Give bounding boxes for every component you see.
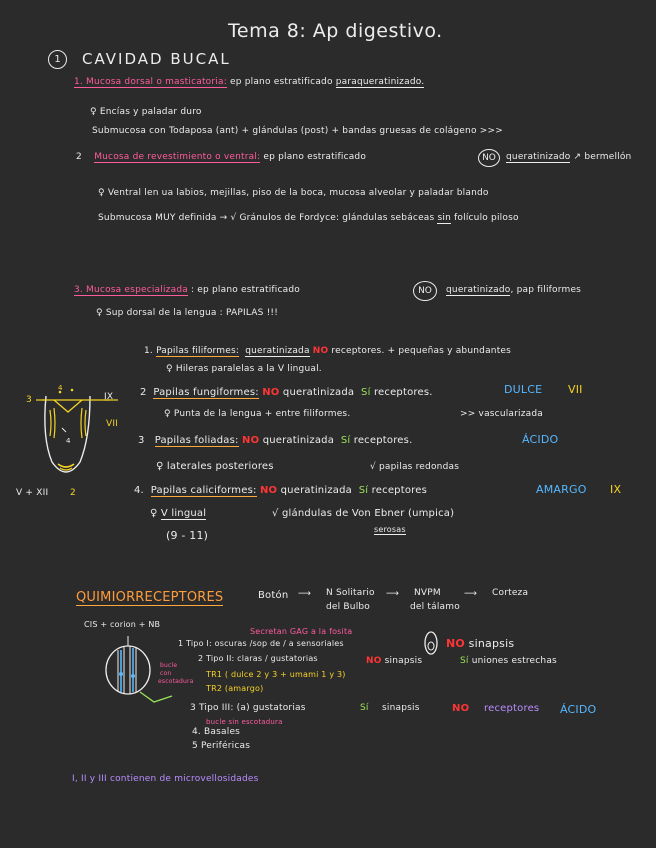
item2-rest-a: ep plano estratificado xyxy=(263,152,367,162)
item2-no: NO xyxy=(482,153,496,163)
papila-3-sub2-text: papilas redondas xyxy=(379,462,460,472)
bucle: bucle xyxy=(160,662,178,669)
item1-line1 xyxy=(90,107,202,117)
section-heading: CAVIDAD BUCAL xyxy=(82,50,231,68)
pin-icon: ♀ xyxy=(156,461,164,472)
papila-4-num: 4. xyxy=(134,485,144,496)
no-circle xyxy=(478,149,500,167)
papila-3-a: queratinizada xyxy=(262,435,335,446)
pin-icon: ♀ xyxy=(166,364,173,374)
papila-4-sub-text: V lingual xyxy=(160,508,207,519)
papila-3-name: Papilas foliadas: xyxy=(154,435,239,446)
si-union: Sí xyxy=(460,656,469,666)
tipo3-si: Sí xyxy=(360,703,369,713)
sinapsis2: sinapsis xyxy=(384,656,423,666)
section2-heading-row xyxy=(76,590,223,605)
item2-tail xyxy=(506,152,631,162)
item2-line2d: folículo piloso xyxy=(454,213,519,223)
item3-tail xyxy=(446,285,581,295)
flow-corteza: Corteza xyxy=(492,588,529,598)
papila-1-sub-text: Hileras paralelas a la V lingual. xyxy=(175,364,322,374)
item3-row xyxy=(74,285,300,295)
cell-1: 1 Tipo I: oscuras /sop de / a sensoriales xyxy=(178,639,344,648)
papila-1 xyxy=(144,346,511,356)
pin-icon: ♀ xyxy=(98,188,105,198)
tr2: TR2 (amargo) xyxy=(206,684,264,693)
papila-4-count: (9 - 11) xyxy=(166,529,209,542)
taste-bud-diagram-icon xyxy=(96,636,176,706)
papila-4-sub xyxy=(150,508,206,519)
item2-num: 2 xyxy=(76,152,82,162)
item3-line1-text: Sup dorsal de la lengua : PAPILAS !!! xyxy=(105,308,279,318)
item2-row xyxy=(76,152,366,162)
page-title: Tema 8: Ap digestivo. xyxy=(228,20,443,42)
tongue-label-bottom-num: 2 xyxy=(70,488,76,498)
check-icon: √ xyxy=(272,508,279,519)
papila-2-no: NO xyxy=(262,387,280,398)
papila-2-nerve: VII xyxy=(568,383,583,396)
papila-4-si: Sí xyxy=(358,485,369,496)
check-icon: √ xyxy=(230,213,237,223)
item2-line2 xyxy=(98,213,519,223)
union: uniones estrechas xyxy=(471,656,557,666)
tongue-label-bottom-left: V + XII xyxy=(16,488,49,498)
item2-line2c: sin xyxy=(437,213,451,223)
arrow-icon: ↗ xyxy=(573,152,582,162)
flow-nvpm: NVPM xyxy=(414,588,441,598)
tongue-diagram-icon xyxy=(14,378,134,498)
pin-icon: ♀ xyxy=(150,508,158,519)
papila-3-si: Sí xyxy=(340,435,351,446)
tongue-label-left-top: 3 xyxy=(26,395,32,405)
trs: TR1 ( dulce 2 y 3 + umami 1 y 3) xyxy=(206,670,346,679)
flow-del-talamo: del tálamo xyxy=(410,602,460,612)
papila-2-name: Papilas fungiformes: xyxy=(153,387,259,398)
item1-label: 1. Mucosa dorsal o masticatoria: xyxy=(74,77,227,87)
item2-rest-c: bermellón xyxy=(584,152,632,162)
item1-rest-b: paraqueratinizado. xyxy=(335,77,425,87)
footer-note: I, II y III contienen de microvellosidades xyxy=(72,774,259,784)
papila-4-no: NO xyxy=(259,485,278,496)
check-icon: √ xyxy=(370,462,376,472)
tipo4: 4. Basales xyxy=(192,727,241,737)
no-sinapsis-row xyxy=(446,637,514,650)
flow-arrow-icon: ⟶ xyxy=(298,589,312,599)
papila-3-sub2 xyxy=(370,462,459,472)
papila-2-num: 2 xyxy=(140,387,147,398)
papila-3-taste: ÁCIDO xyxy=(522,433,559,446)
papila-1-sub xyxy=(166,364,322,374)
item1-row xyxy=(74,77,424,87)
con: con xyxy=(160,670,172,677)
item2-line1 xyxy=(98,188,489,198)
papila-1-b: receptores xyxy=(331,346,382,356)
tongue-label-small-top: 4 xyxy=(58,384,63,392)
papila-3-num: 3 xyxy=(138,435,145,446)
flow-n-solitario: N Solitario xyxy=(326,588,375,598)
papila-2-si: Sí xyxy=(361,387,371,398)
item2-line1-text: Ventral len ua labios, mejillas, piso de la boca, mucosa alveolar y paladar blando xyxy=(107,188,489,198)
si-union-row xyxy=(460,656,557,666)
tipo5: 5 Periféricas xyxy=(192,741,251,751)
section-number: 1 xyxy=(54,54,61,65)
papila-4-a: queratinizada xyxy=(280,485,352,496)
flow-arrow-icon: ⟶ xyxy=(464,589,478,599)
papila-1-name: Papilas filiformes: xyxy=(156,346,240,356)
cell-2: 2 Tipo II: claras / gustatorias xyxy=(198,654,318,663)
item1-rest-a: ep plano estratificado xyxy=(230,77,333,87)
sinapsis-word: sinapsis xyxy=(468,637,515,650)
papila-3-sub-text: laterales posteriores xyxy=(166,461,274,472)
papila-1-a: queratinizada xyxy=(245,346,310,356)
papila-3-sub xyxy=(156,461,274,472)
no2: NO xyxy=(366,656,382,666)
tipo3-note: bucle sin escotadura xyxy=(206,718,283,726)
papila-4-taste: AMARGO xyxy=(536,483,587,496)
arrow-icon: → xyxy=(219,213,228,223)
item3-rest-a: : ep plano estratificado xyxy=(191,285,300,295)
item2-rest-b: queratinizado xyxy=(506,152,571,162)
papila-1-no: NO xyxy=(312,346,329,356)
pin-icon: ♀ xyxy=(90,107,97,117)
papila-2-taste: DULCE xyxy=(504,383,543,396)
tipo3: 3 Tipo III: (a) gustatorias xyxy=(190,703,306,713)
tongue-label-right-top: IX xyxy=(104,392,114,402)
section2-heading: QUIMIORRECEPTORES xyxy=(76,590,224,605)
item1-line1-text: Encías y paladar duro xyxy=(99,107,202,117)
item3-line1 xyxy=(96,308,278,318)
papila-1-c: . + pequeñas y abundantes xyxy=(381,346,512,356)
item3-label: 3. Mucosa especializada xyxy=(74,285,188,295)
papila-3-b: receptores. xyxy=(353,435,413,446)
papila-3-no: NO xyxy=(242,435,260,446)
item2-line2-text: Submucosa MUY definida xyxy=(98,213,217,223)
escotadura: escotadura xyxy=(158,678,194,685)
item3-rest-c: , pap filiformes xyxy=(510,285,582,295)
flow-arrow-icon: ⟶ xyxy=(386,589,400,599)
tipo3-rec: receptores xyxy=(484,703,540,714)
flow-botón: Botón xyxy=(258,590,289,601)
item2-line2b: Gránulos de Fordyce: glándulas sebáceas xyxy=(239,213,435,223)
papila-2-sub xyxy=(164,409,350,419)
papila-2-a: queratinizada xyxy=(282,387,355,398)
tipo3-sin: sinapsis xyxy=(382,703,420,713)
papila-4-sub2 xyxy=(272,508,454,519)
papila-2-sub2: >> vascularizada xyxy=(460,409,544,419)
tipo3-taste: ÁCIDO xyxy=(560,703,597,716)
pink-note: Secretan GAG a la fosita xyxy=(250,627,353,636)
papila-2 xyxy=(140,387,433,398)
papila-4-nerve: IX xyxy=(610,483,622,496)
item3-no: NO xyxy=(418,286,432,296)
papila-4-sub3: serosas xyxy=(374,525,406,534)
pin-icon: ♀ xyxy=(96,308,103,318)
item1-line2: Submucosa con Todaposa (ant) + glándulas (post) + bandas gruesas de colágeno >>> xyxy=(92,126,503,136)
papila-1-num: 1. xyxy=(144,346,153,356)
origin: CIS + corion + NB xyxy=(84,620,161,629)
papila-4-b: receptores xyxy=(371,485,428,496)
tipo3-no: NO xyxy=(452,703,470,714)
section-number-circle xyxy=(48,50,67,69)
item2-label: Mucosa de revestimiento o ventral: xyxy=(94,152,261,162)
papila-3 xyxy=(138,435,412,446)
no-sinapsis2-row xyxy=(366,656,422,666)
papila-2-b: receptores. xyxy=(373,387,433,398)
tongue-label-right-mid: VII xyxy=(106,419,119,429)
no-circle xyxy=(413,281,437,301)
item3-rest-b: queratinizado xyxy=(446,285,511,295)
no-sinapsis: NO xyxy=(446,637,465,650)
papila-4-sub2-text: glándulas de Von Ebner (umpica) xyxy=(281,508,455,519)
tongue-label-center: 4 xyxy=(66,437,71,445)
papila-4 xyxy=(134,485,427,496)
flow-del-bulbo: del Bulbo xyxy=(326,602,371,612)
papila-2-sub-text: Punta de la lengua + entre filiformes. xyxy=(173,409,351,419)
papila-4-name: Papilas caliciformes: xyxy=(150,485,257,496)
pin-icon: ♀ xyxy=(164,409,171,419)
cell-oval-icon xyxy=(420,628,442,658)
